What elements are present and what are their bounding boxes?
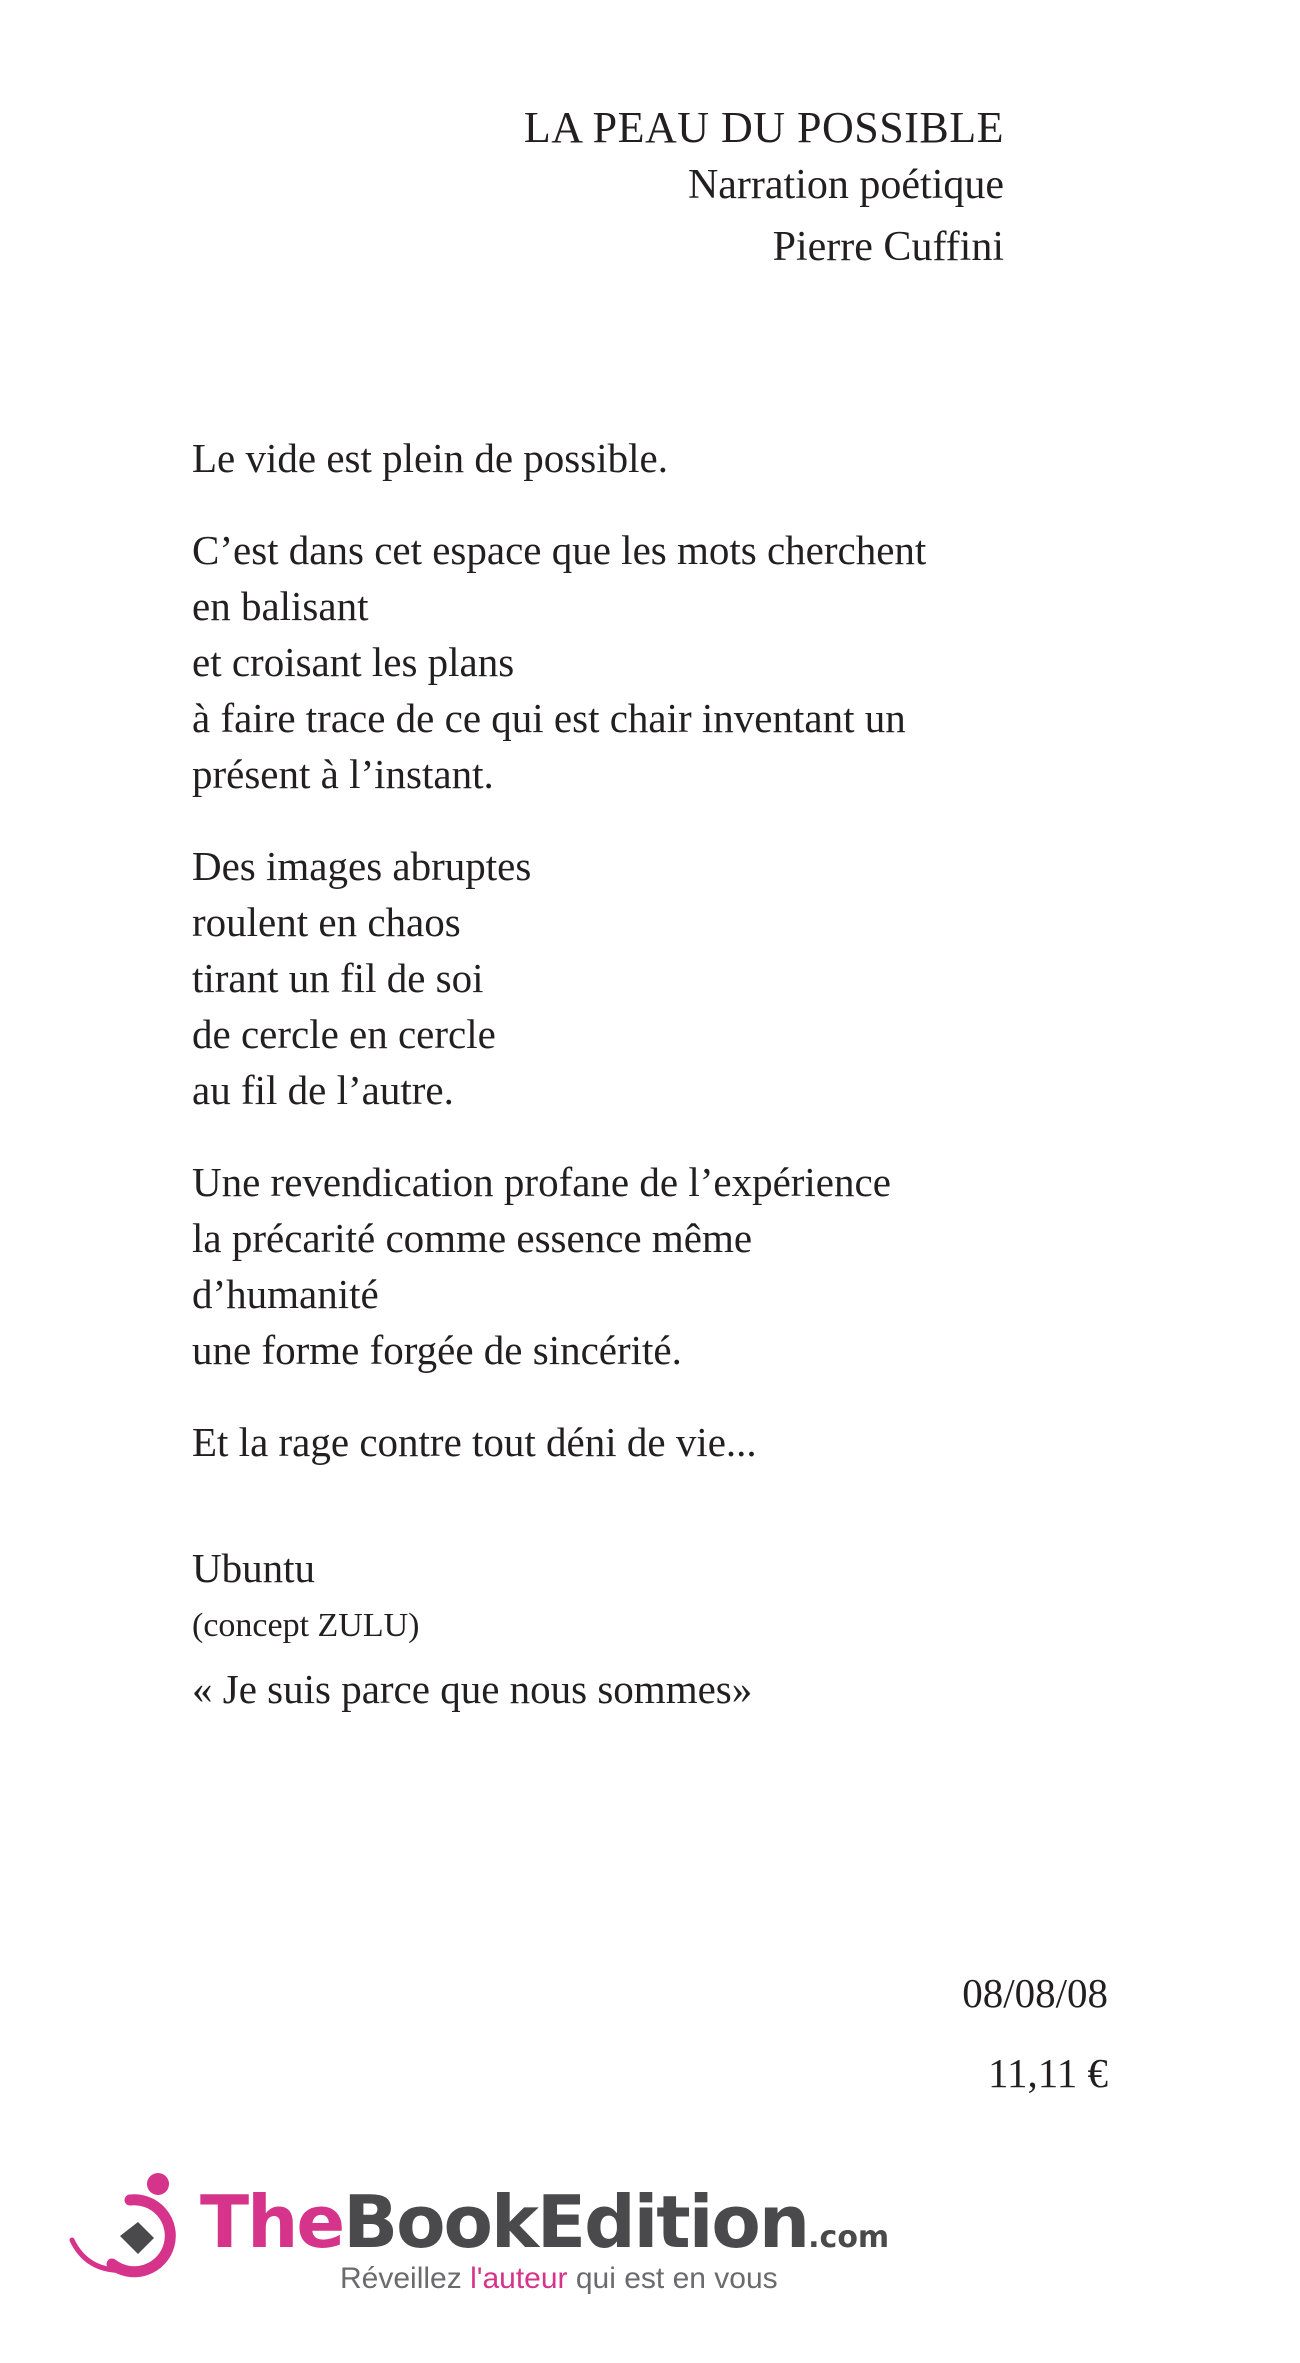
stanza [192,1154,1092,1378]
poem-line: C’est dans cet espace que les mots cherchent [192,527,927,573]
poem-line: Une revendication profane de l’expérience [192,1159,891,1205]
poem-line: Des images abruptes [192,843,532,889]
ubuntu-concept: (concept ZULU) [192,1607,420,1644]
book-title: LA PEAU DU POSSIBLE [523,103,1004,152]
book-price: 11,11 € [988,2050,1108,2096]
poem-line: d’humanité [192,1271,379,1317]
stanza [192,430,1092,486]
stanza [192,522,1092,802]
wordmark-book: Book [343,2180,537,2264]
tagline-before: Réveillez [340,2262,471,2295]
poem-line: au fil de l’autre. [192,1067,454,1113]
stanza [192,1414,1092,1470]
poem-line: Et la rage contre tout déni de vie... [192,1419,757,1465]
poem-line: la précarité comme essence même [192,1215,753,1261]
ubuntu-quote: « Je suis parce que nous sommes» [192,1666,753,1712]
publisher-logo [68,2160,890,2295]
poem-line: à faire trace de ce qui est chair inventant un [192,695,906,741]
poem-line: roulent en chaos [192,899,461,945]
tagline-after: qui est en vous [567,2262,778,2295]
publication-date: 08/08/08 [962,1970,1108,2016]
poem-line: présent à l’instant. [192,751,494,797]
book-author: Pierre Cuffini [772,224,1004,270]
poem-line: et croisant les plans [192,639,515,685]
poem-line: tirant un fil de soi [192,955,484,1001]
ubuntu-word: Ubuntu [192,1545,315,1591]
tagline-accent: l'auteur [470,2262,568,2295]
poem-line: Le vide est plein de possible. [192,435,668,481]
book-subtitle: Narration poétique [687,162,1004,208]
stanza [192,838,1092,1118]
poem-line: une forme forgée de sincérité. [192,1327,682,1373]
wordmark-com: .com [808,2220,890,2255]
book-header [524,100,1004,280]
wordmark-edition: Edition [536,2180,809,2264]
wordmark-the: The [200,2180,344,2264]
ubuntu-section [192,1540,752,1722]
thebookedition-logo-icon [68,2170,198,2280]
poem-line: en balisant [192,583,369,629]
poem-line: de cercle en cercle [192,1011,496,1057]
publication-info [962,1962,1108,2104]
publisher-tagline [340,2262,778,2296]
back-cover-poem [192,430,1092,1506]
